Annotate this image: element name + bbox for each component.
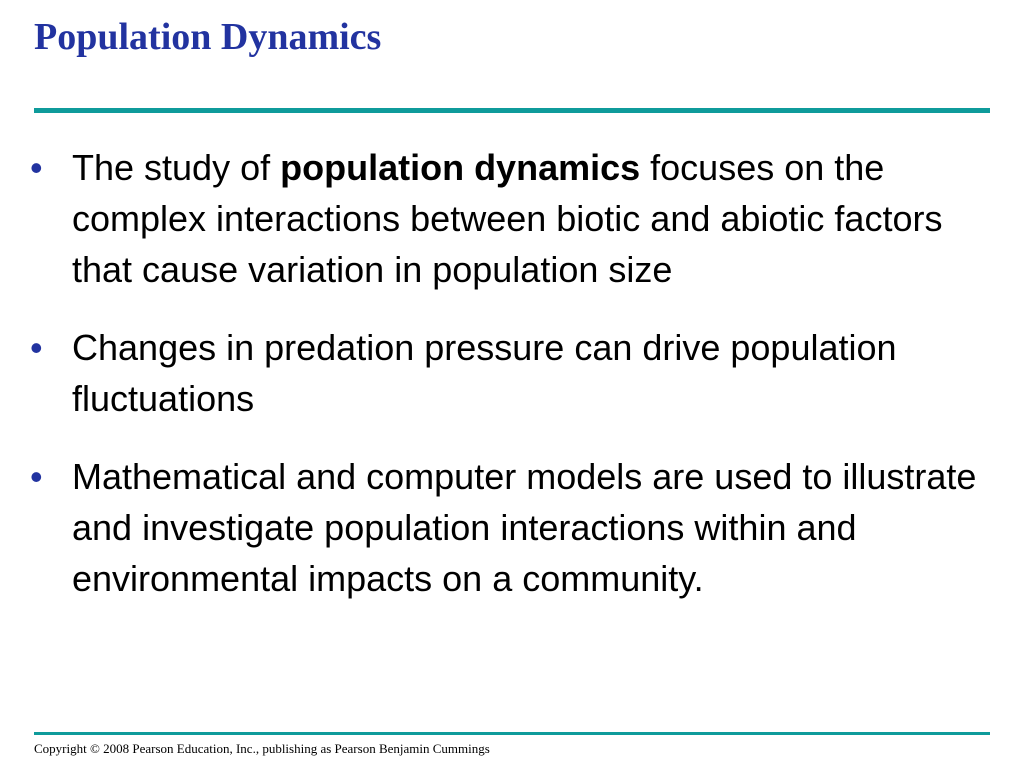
bullet-text-intro: The study of <box>72 147 281 188</box>
bullet-list <box>30 142 990 631</box>
bullet-text-rest: focuses on the complex interactions between biotic and abiotic factors that cause variation in population size <box>72 147 943 290</box>
bullet-item-predation <box>30 322 990 424</box>
slide-title: Population Dynamics <box>34 16 382 58</box>
bullet-marker: • <box>30 327 43 368</box>
bullet-bold-term: population dynamics <box>280 147 641 188</box>
bullet-item-population-dynamics <box>30 142 990 295</box>
bullet-item-models <box>30 451 990 604</box>
title-divider <box>34 108 990 113</box>
copyright-footer: Copyright © 2008 Pearson Education, Inc., publishing as Pearson Benjamin Cummings <box>34 741 490 756</box>
bullet-text: Mathematical and computer models are used to illustrate and investigate population interactions within and environmental impacts on a community. <box>72 456 977 599</box>
bullet-marker: • <box>30 147 43 188</box>
bullet-marker: • <box>30 456 43 497</box>
bullet-text: Changes in predation pressure can drive population fluctuations <box>72 327 897 419</box>
footer-divider <box>34 732 990 735</box>
